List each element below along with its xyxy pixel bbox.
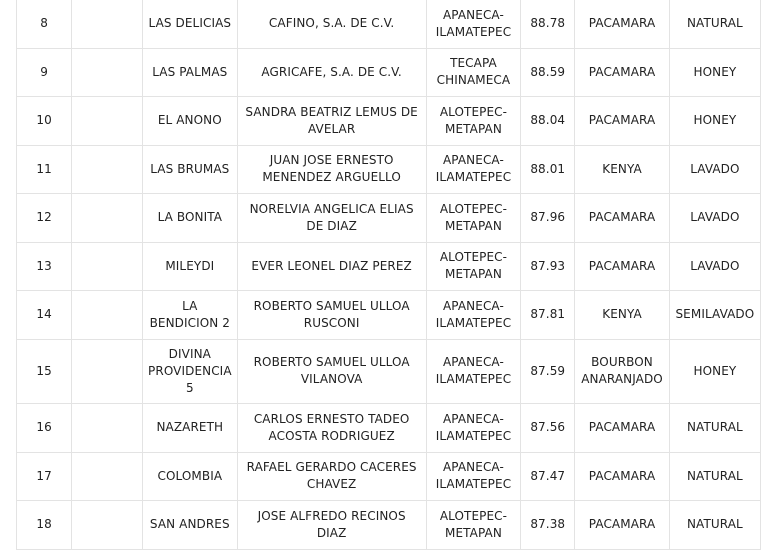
producer-cell: ROBERTO SAMUEL ULLOA VILANOVA <box>237 339 426 404</box>
score-cell: 87.59 <box>521 339 575 404</box>
region-cell: APANECA-ILAMATEPEC <box>426 339 521 404</box>
empty-cell <box>72 291 143 340</box>
table-row <box>17 452 761 501</box>
variety-cell: BOURBON ANARANJADO <box>575 339 670 404</box>
rank-cell: 9 <box>17 48 72 97</box>
producer-cell: SANDRA BEATRIZ LEMUS DE AVELAR <box>237 97 426 146</box>
empty-cell <box>72 501 143 550</box>
variety-cell: KENYA <box>575 291 670 340</box>
producer-cell: JUAN JOSE ERNESTO MENENDEZ ARGUELLO <box>237 145 426 194</box>
empty-cell <box>72 48 143 97</box>
region-cell: ALOTEPEC-METAPAN <box>426 194 521 243</box>
table-row <box>17 0 761 48</box>
empty-cell <box>72 97 143 146</box>
empty-cell <box>72 0 143 48</box>
rank-cell: 15 <box>17 339 72 404</box>
variety-cell: KENYA <box>575 145 670 194</box>
rank-cell: 14 <box>17 291 72 340</box>
farm-cell: MILEYDI <box>143 242 238 291</box>
empty-cell <box>72 404 143 453</box>
table-row <box>17 291 761 340</box>
rank-cell: 10 <box>17 97 72 146</box>
process-cell: NATURAL <box>669 452 760 501</box>
region-cell: APANECA-ILAMATEPEC <box>426 0 521 48</box>
process-cell: LAVADO <box>669 242 760 291</box>
rank-cell: 17 <box>17 452 72 501</box>
process-cell: SEMILAVADO <box>669 291 760 340</box>
farm-cell: SAN ANDRES <box>143 501 238 550</box>
process-cell: NATURAL <box>669 0 760 48</box>
variety-cell: PACAMARA <box>575 0 670 48</box>
score-cell: 87.93 <box>521 242 575 291</box>
table-row <box>17 339 761 404</box>
rank-cell: 11 <box>17 145 72 194</box>
variety-cell: PACAMARA <box>575 48 670 97</box>
region-cell: ALOTEPEC-METAPAN <box>426 501 521 550</box>
empty-cell <box>72 194 143 243</box>
producer-cell: RAFAEL GERARDO CACERES CHAVEZ <box>237 452 426 501</box>
producer-cell: CAFINO, S.A. DE C.V. <box>237 0 426 48</box>
farm-cell: NAZARETH <box>143 404 238 453</box>
results-table-container <box>16 0 761 550</box>
rank-cell: 8 <box>17 0 72 48</box>
rank-cell: 18 <box>17 501 72 550</box>
process-cell: NATURAL <box>669 404 760 453</box>
variety-cell: PACAMARA <box>575 404 670 453</box>
variety-cell: PACAMARA <box>575 242 670 291</box>
empty-cell <box>72 242 143 291</box>
table-row <box>17 97 761 146</box>
rank-cell: 13 <box>17 242 72 291</box>
results-table <box>16 0 761 550</box>
rank-cell: 12 <box>17 194 72 243</box>
score-cell: 88.78 <box>521 0 575 48</box>
score-cell: 87.81 <box>521 291 575 340</box>
farm-cell: LAS PALMAS <box>143 48 238 97</box>
score-cell: 88.59 <box>521 48 575 97</box>
score-cell: 88.01 <box>521 145 575 194</box>
table-row <box>17 145 761 194</box>
process-cell: HONEY <box>669 97 760 146</box>
empty-cell <box>72 339 143 404</box>
region-cell: ALOTEPEC-METAPAN <box>426 242 521 291</box>
producer-cell: JOSE ALFREDO RECINOS DIAZ <box>237 501 426 550</box>
rank-cell: 16 <box>17 404 72 453</box>
region-cell: TECAPA CHINAMECA <box>426 48 521 97</box>
empty-cell <box>72 145 143 194</box>
farm-cell: LA BENDICION 2 <box>143 291 238 340</box>
region-cell: APANECA-ILAMATEPEC <box>426 291 521 340</box>
producer-cell: ROBERTO SAMUEL ULLOA RUSCONI <box>237 291 426 340</box>
table-row <box>17 48 761 97</box>
producer-cell: NORELVIA ANGELICA ELIAS DE DIAZ <box>237 194 426 243</box>
region-cell: APANECA-ILAMATEPEC <box>426 404 521 453</box>
score-cell: 87.47 <box>521 452 575 501</box>
score-cell: 87.38 <box>521 501 575 550</box>
producer-cell: EVER LEONEL DIAZ PEREZ <box>237 242 426 291</box>
table-row <box>17 404 761 453</box>
region-cell: APANECA-ILAMATEPEC <box>426 145 521 194</box>
region-cell: ALOTEPEC-METAPAN <box>426 97 521 146</box>
table-row <box>17 242 761 291</box>
variety-cell: PACAMARA <box>575 452 670 501</box>
process-cell: LAVADO <box>669 145 760 194</box>
score-cell: 87.56 <box>521 404 575 453</box>
farm-cell: COLOMBIA <box>143 452 238 501</box>
farm-cell: LAS BRUMAS <box>143 145 238 194</box>
process-cell: HONEY <box>669 339 760 404</box>
table-row <box>17 194 761 243</box>
farm-cell: DIVINA PROVIDENCIA 5 <box>143 339 238 404</box>
farm-cell: LAS DELICIAS <box>143 0 238 48</box>
producer-cell: AGRICAFE, S.A. DE C.V. <box>237 48 426 97</box>
process-cell: NATURAL <box>669 501 760 550</box>
variety-cell: PACAMARA <box>575 97 670 146</box>
producer-cell: CARLOS ERNESTO TADEO ACOSTA RODRIGUEZ <box>237 404 426 453</box>
farm-cell: LA BONITA <box>143 194 238 243</box>
variety-cell: PACAMARA <box>575 194 670 243</box>
process-cell: LAVADO <box>669 194 760 243</box>
table-row <box>17 501 761 550</box>
score-cell: 88.04 <box>521 97 575 146</box>
farm-cell: EL ANONO <box>143 97 238 146</box>
region-cell: APANECA-ILAMATEPEC <box>426 452 521 501</box>
empty-cell <box>72 452 143 501</box>
score-cell: 87.96 <box>521 194 575 243</box>
process-cell: HONEY <box>669 48 760 97</box>
variety-cell: PACAMARA <box>575 501 670 550</box>
